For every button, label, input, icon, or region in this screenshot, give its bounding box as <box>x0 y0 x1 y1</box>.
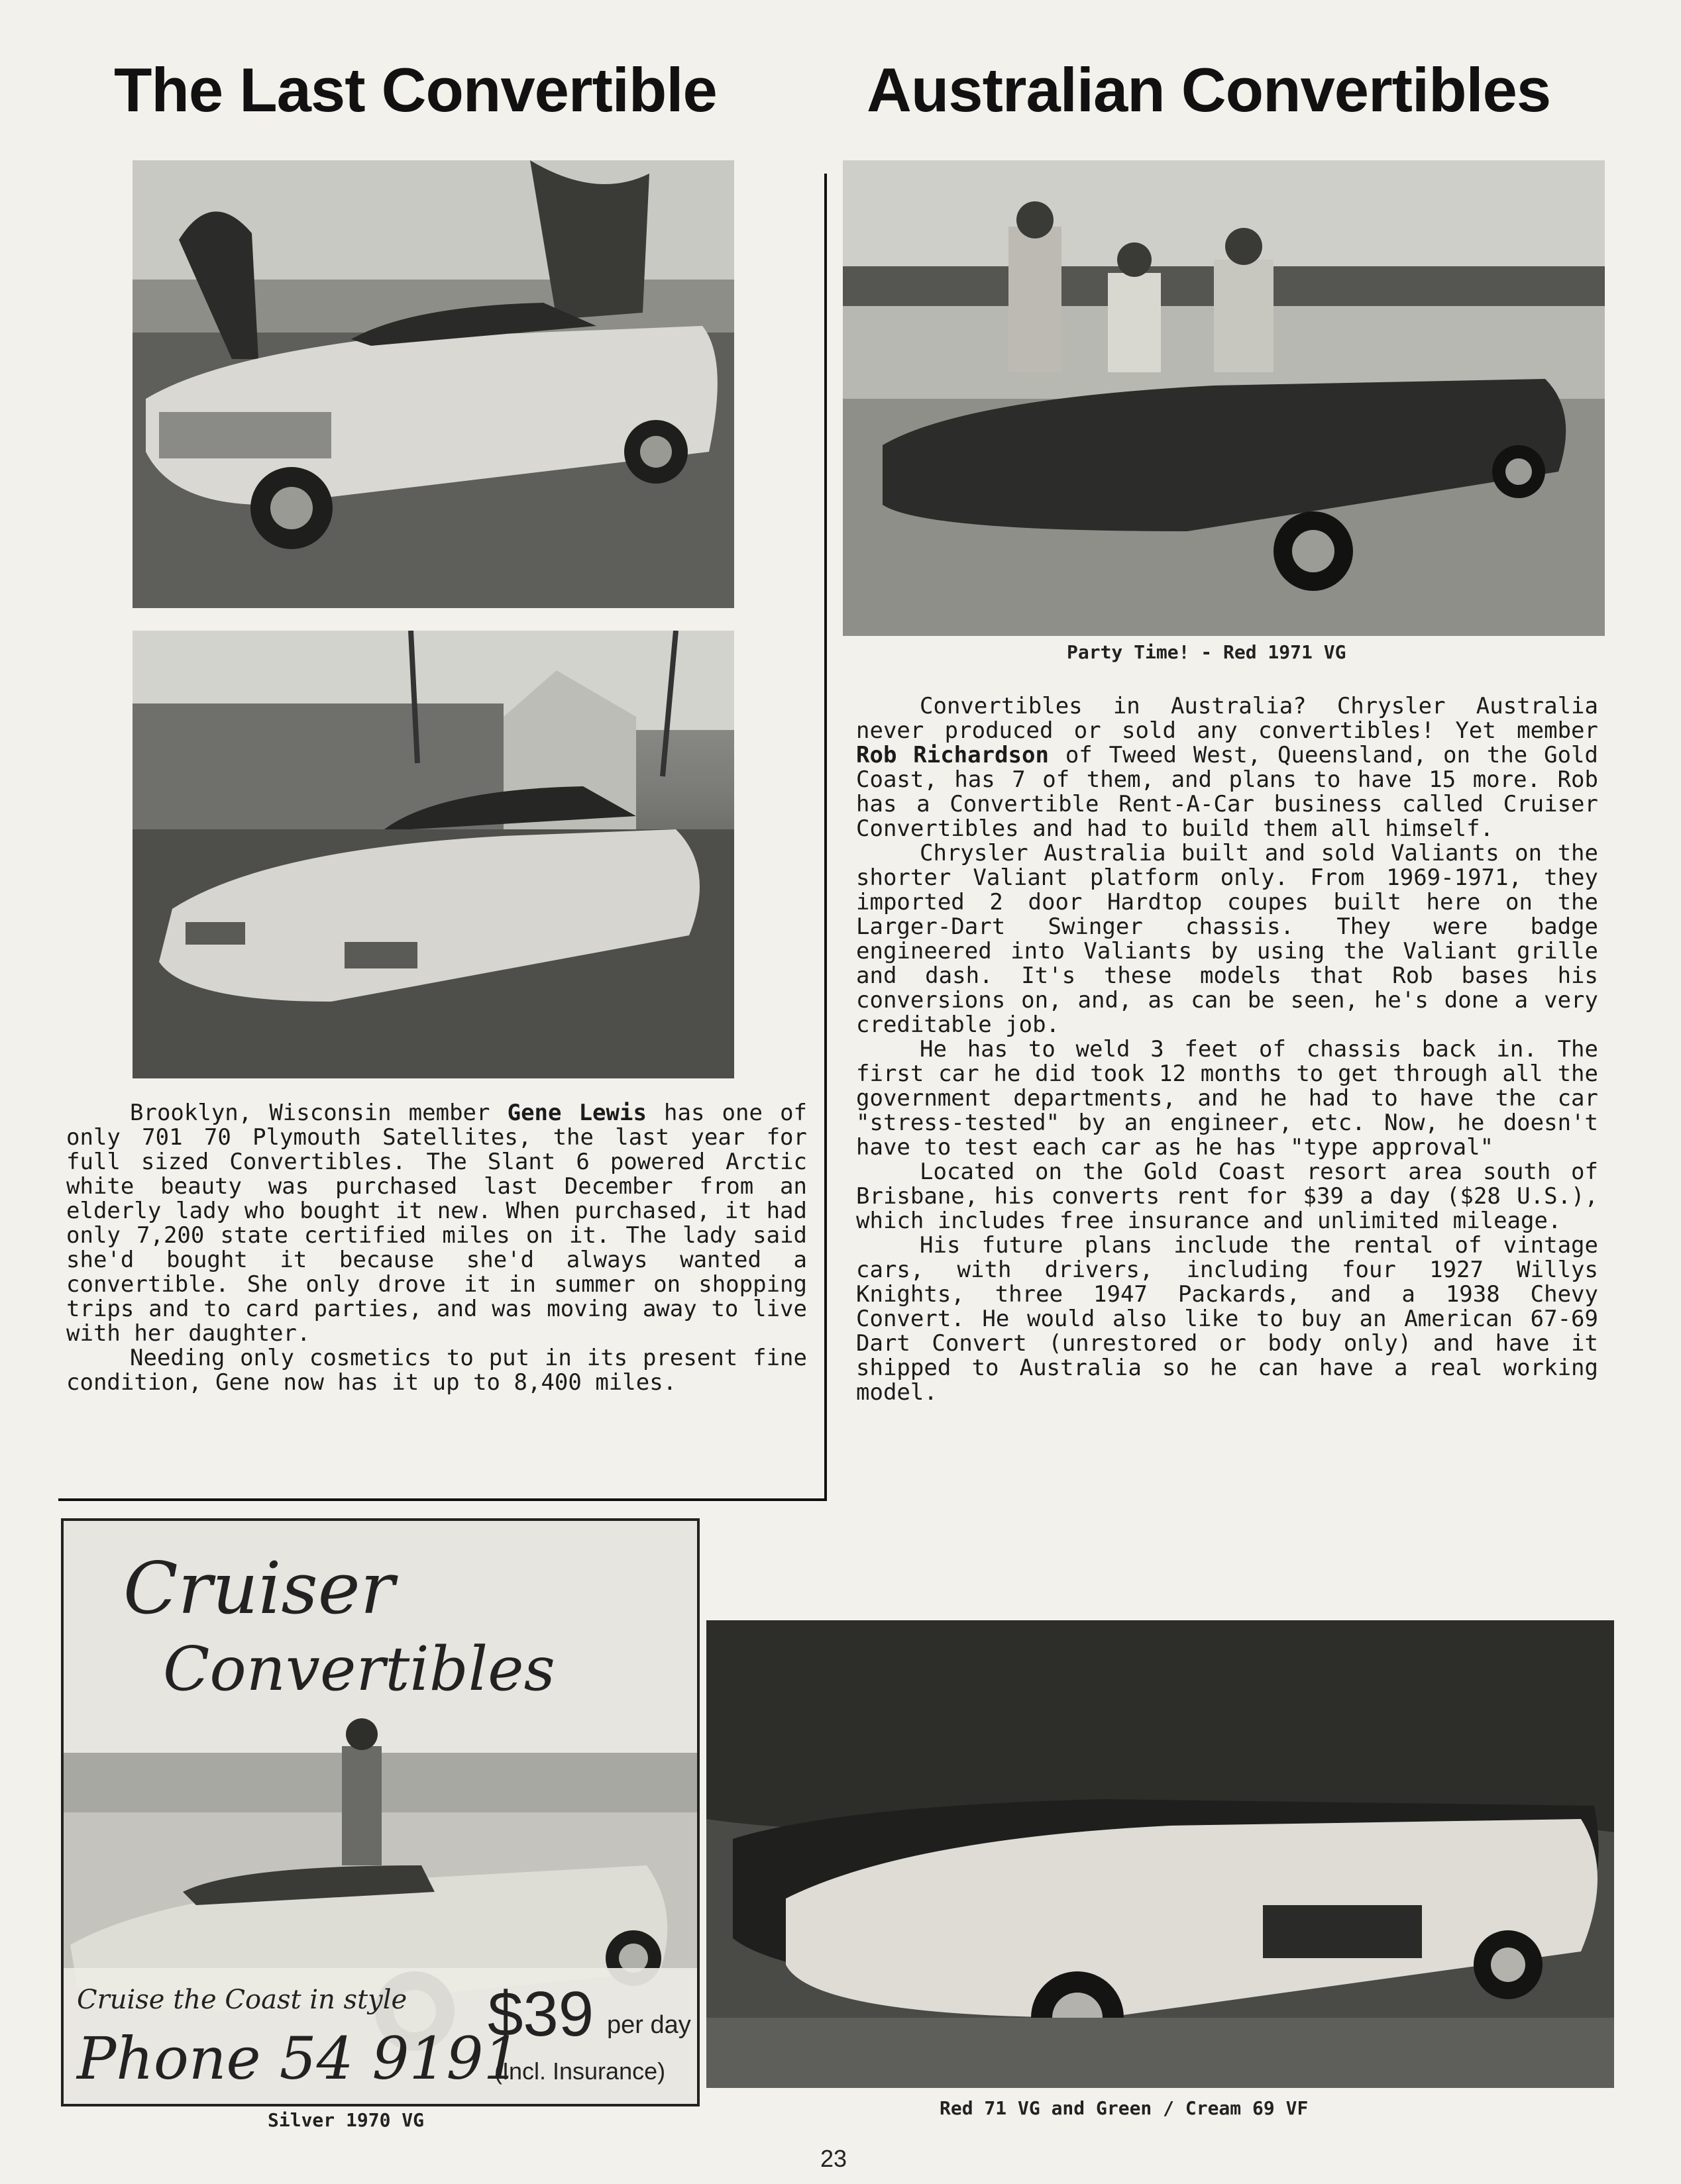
left-article-text <box>66 1101 807 1395</box>
ad-insurance: (Incl. Insurance) <box>494 2057 666 2085</box>
ad-price: $39 <box>488 1979 594 2050</box>
ad-title-line2: Convertibles <box>163 1634 555 1704</box>
left-p2: Needing only cosmetics to put in its present fine condition, Gene now has it up to 8,400 miles. <box>66 1345 807 1396</box>
left-p1-post: has one of only 701 70 Plymouth Satellites, the last year for full sized Convertibles. The Slant 6 powered Arctic white beauty was purchased last December from an elderly lady who bought it new. When purchased, it had only 7,200 state certified miles on it. The lady said she'd bought it because she'd always wanted a convertible. She only drove it in summer on shopping trips and to card parties, and was moving away to live with her daughter. <box>66 1100 808 1347</box>
left-p1-pre: Brooklyn, Wisconsin member <box>130 1100 508 1126</box>
ad-tagline: Cruise the Coast in style <box>77 1985 407 2015</box>
right-p5: His future plans include the rental of vintage cars, with drivers, including four 1927 Willys Knights, three 1947 Packards, and a 1938 Chevy Convert. He would also like to buy an American 67-69 Dart Convert (unrestored or body only) and have it shipped to Australia so he can have a real working model. <box>856 1232 1598 1406</box>
plymouth-rear-photo <box>133 631 734 1078</box>
right-p2: Chrysler Australia built and sold Valiants on the shorter Valiant platform only. From 1969-1971, they imported 2 door Hardtop coupes built here on the Larger-Dart Swinger chassis. They were badge engineered into Valiants by using the Valiant grille and dash. It's these models that Rob bases his conversions on, and, as can be seen, he's done a very creditable job. <box>856 840 1598 1038</box>
right-headline: Australian Convertibles <box>867 55 1551 125</box>
right-article-text <box>856 694 1598 1405</box>
right-p3: He has to weld 3 feet of chassis back in. The first car he did took 12 months to get through all the government departments, and he had to have the car "stress-tested" by an engineer, etc. Now, he doesn't have to test each car as he has "type approval" <box>856 1036 1598 1161</box>
ad-per-day: per day <box>607 2011 691 2039</box>
page-number: 23 <box>820 2145 847 2172</box>
member-name-gene-lewis: Gene Lewis <box>507 1100 647 1126</box>
ad-title-line1: Cruiser <box>123 1547 395 1630</box>
column-divider-vertical <box>824 174 827 1501</box>
plymouth-front-photo <box>133 160 734 608</box>
bottom-right-caption: Red 71 VG and Green / Cream 69 VF <box>940 2097 1309 2119</box>
party-time-photo <box>843 160 1605 636</box>
party-time-caption: Party Time! - Red 1971 VG <box>1067 641 1346 663</box>
ad-phone: Phone 54 9191 <box>77 2024 521 2093</box>
right-p1-pre: Convertibles in Australia? Chrysler Australia never produced or sold any convertibles! Yet member <box>856 693 1598 744</box>
ad-caption: Silver 1970 VG <box>268 2109 425 2131</box>
member-name-rob-richardson: Rob Richardson <box>856 742 1049 768</box>
left-box-bottom-rule <box>58 1498 827 1501</box>
left-headline: The Last Convertible <box>114 55 717 125</box>
red-green-cars-photo <box>706 1620 1614 2088</box>
right-p4: Located on the Gold Coast resort area south of Brisbane, his converts rent for $39 a day ($28 U.S.), which includes free insurance and unlimited mileage. <box>856 1159 1598 1234</box>
right-p1-post: of Tweed West, Queensland, on the Gold Coast, has 7 of them, and plans to have 15 more. Rob has a Convertible Rent-A-Car business called Cruiser Convertibles and had to build them all himself. <box>856 742 1598 842</box>
cruiser-convertibles-ad <box>61 1518 700 2106</box>
